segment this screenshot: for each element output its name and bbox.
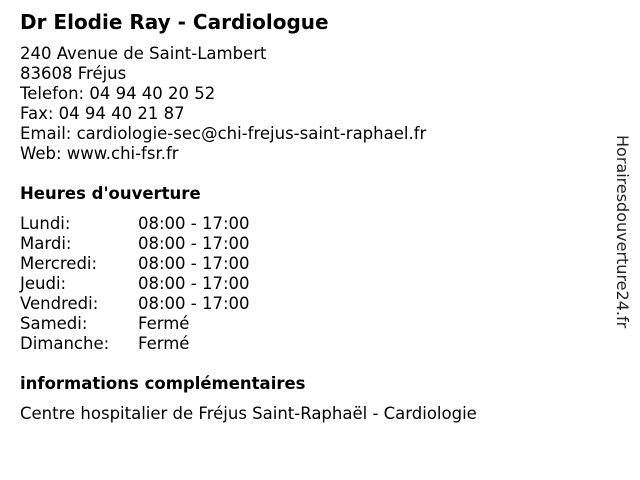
extra-info-heading: informations complémentaires bbox=[20, 374, 306, 393]
hours-row-wednesday bbox=[20, 254, 420, 274]
day-label: Mardi: bbox=[20, 234, 72, 253]
fax-number: Fax: 04 94 40 21 87 bbox=[20, 104, 185, 123]
hours-row-tuesday bbox=[20, 234, 420, 254]
day-hours: Fermé bbox=[138, 334, 190, 353]
hours-row-monday bbox=[20, 214, 420, 234]
page-title: Dr Elodie Ray - Cardiologue bbox=[20, 10, 329, 34]
phone-number: Telefon: 04 94 40 20 52 bbox=[20, 84, 216, 103]
address-city: 83608 Fréjus bbox=[20, 64, 127, 83]
address-street: 240 Avenue de Saint-Lambert bbox=[20, 44, 267, 63]
hours-row-saturday bbox=[20, 314, 420, 334]
day-hours: 08:00 - 17:00 bbox=[138, 274, 250, 293]
hours-table bbox=[20, 214, 420, 354]
day-label: Dimanche: bbox=[20, 334, 110, 353]
day-label: Lundi: bbox=[20, 214, 71, 233]
day-label: Mercredi: bbox=[20, 254, 98, 273]
day-label: Jeudi: bbox=[20, 274, 67, 293]
day-hours: 08:00 - 17:00 bbox=[138, 214, 250, 233]
day-hours: 08:00 - 17:00 bbox=[138, 254, 250, 273]
hours-row-thursday bbox=[20, 274, 420, 294]
contact-block bbox=[20, 44, 426, 164]
day-hours: 08:00 - 17:00 bbox=[138, 294, 250, 313]
day-label: Vendredi: bbox=[20, 294, 99, 313]
email-address: Email: cardiologie-sec@chi-frejus-saint-raphael.fr bbox=[20, 124, 427, 143]
day-hours: 08:00 - 17:00 bbox=[138, 234, 250, 253]
day-label: Samedi: bbox=[20, 314, 88, 333]
site-watermark: Horairesdouverture24.fr bbox=[613, 135, 632, 329]
day-hours: Fermé bbox=[138, 314, 190, 333]
hours-heading: Heures d'ouverture bbox=[20, 184, 201, 203]
website-link[interactable]: Web: www.chi-fsr.fr bbox=[20, 144, 179, 163]
extra-info-text: Centre hospitalier de Fréjus Saint-Raphaël - Cardiologie bbox=[20, 404, 477, 423]
hours-row-sunday bbox=[20, 334, 420, 354]
hours-row-friday bbox=[20, 294, 420, 314]
